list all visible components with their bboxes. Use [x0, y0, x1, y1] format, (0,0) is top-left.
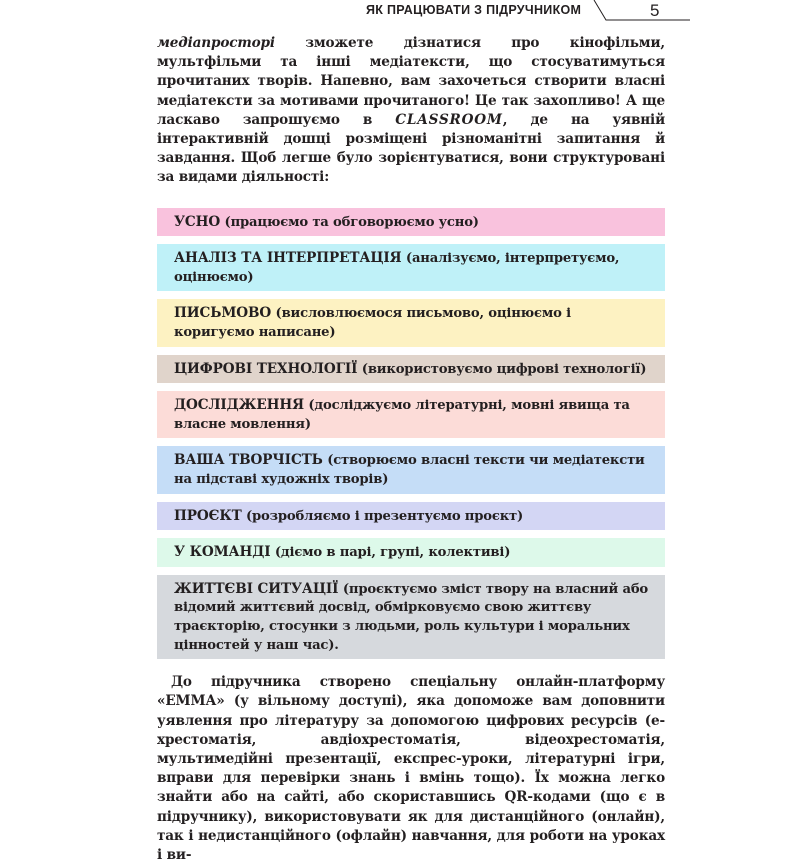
- activity-block: [157, 299, 665, 346]
- running-head: ЯК ПРАЦЮВАТИ З ПІДРУЧНИКОМ: [366, 3, 582, 17]
- activity-block: [157, 502, 665, 531]
- activity-title: ДОСЛІДЖЕННЯ: [174, 397, 304, 414]
- activity-block: [157, 208, 665, 237]
- activity-description: (проєктуємо зміст твору на власний або відомий життєвий досвід, обмірковуємо свою життєву траєкторію, стосунки з людьми, роль культури і моральних цінностей у наш час).: [174, 581, 649, 653]
- activity-description: (створюємо власні тексти чи медіатексти на підставі художніх творів): [174, 453, 645, 487]
- activity-description: (висловлюємося письмово, оцінюємо і коригуємо написане): [174, 306, 571, 340]
- activity-description: (використовуємо цифрові технології): [357, 361, 647, 377]
- activity-title: УСНО: [174, 213, 221, 230]
- activity-description: (розробляємо і презентуємо проєкт): [241, 508, 524, 524]
- closing-paragraph: До підручника створено спеціальну онлайн-платформу «ЕММА» (у вільному доступі), яка допоможе вам доповнити уявлення про літературу за допомогою цифрових ресурсів (е-хрестоматія, авдіохрестоматія, відеохрестоматія, мультимедійні презентації, експрес-уроки, літературні ігри, вправи для перевірки знань і вмінь тощо). Їх можна легко знайти або на сайті, або скориставшись QR-кодами (що є в підручнику), використовувати як для дистанційного (онлайн), так і недистанційного (офлайн) навчання, для роботи на уроках і ви-: [157, 674, 665, 863]
- activity-title: У КОМАНДІ: [174, 544, 271, 561]
- activity-title: АНАЛІЗ ТА ІНТЕРПРЕТАЦІЯ: [174, 250, 402, 267]
- activity-block: [157, 355, 665, 384]
- activity-block: [157, 575, 665, 659]
- intro-text-2: , де на уявній інтерактивній дошці розміщені різноманітні запитання й завдання. Щоб легше було зорієнтуватися, вони структуровані за видами діяльності:: [157, 111, 665, 186]
- activity-title: ВАША ТВОРЧІСТЬ: [174, 452, 323, 469]
- activity-title: ЖИТТЄВІ СИТУАЦІЇ: [174, 580, 339, 597]
- page-number: 5: [650, 1, 660, 20]
- page-content: [157, 34, 665, 865]
- activity-title: ПИСЬМОВО: [174, 305, 272, 322]
- activity-block: [157, 244, 665, 291]
- activity-list: [157, 208, 665, 660]
- lead-italic-term: медіапросторі: [157, 35, 275, 51]
- intro-text-1: зможете дізнатися про кінофільми, мультфільми та інші медіатексти, що стосуватимуться прочитаних творів. Напевно, вам захочеться створити власні медіатексти за мотивами прочитаного! Це так захопливо! А ще ласкаво запрошуємо в: [157, 35, 665, 128]
- activity-title: ПРОЄКТ: [174, 507, 242, 524]
- activity-title: ЦИФРОВІ ТЕХНОЛОГІЇ: [174, 360, 358, 377]
- page-header: [0, 0, 800, 24]
- activity-block: [157, 538, 665, 567]
- activity-block: [157, 446, 665, 493]
- classroom-term: CLASSROOM: [395, 111, 503, 128]
- activity-description: (досліджуємо літературні, мовні явища та власне мовлення): [174, 398, 630, 432]
- activity-description: (працюємо та обговорюємо усно): [220, 214, 479, 230]
- intro-paragraph: [157, 34, 665, 188]
- activity-description: (аналізуємо, інтерпретуємо, оцінюємо): [174, 251, 620, 285]
- activity-description: (діємо в парі, групі, колективі): [270, 545, 511, 561]
- activity-block: [157, 391, 665, 438]
